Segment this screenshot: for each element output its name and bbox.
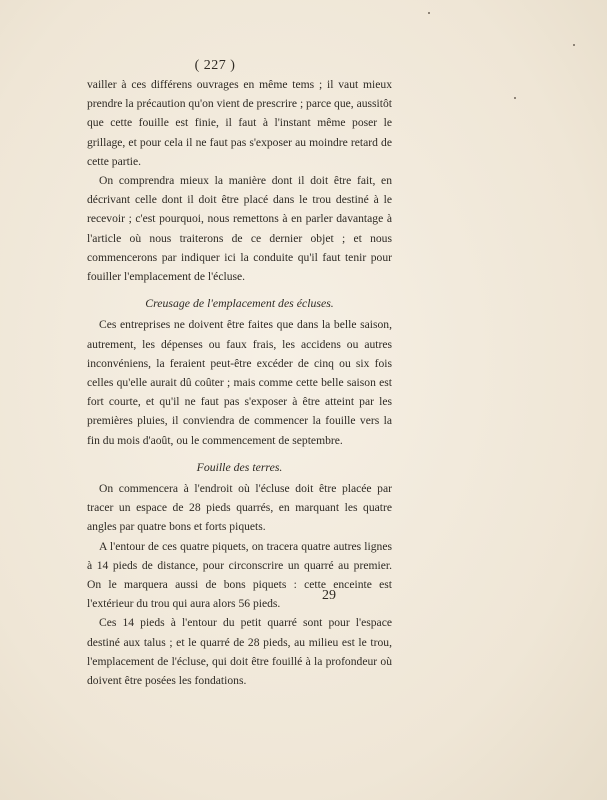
section-heading-creusage: Creusage de l'emplacement des écluses. — [145, 296, 334, 311]
signature-mark: 29 — [322, 588, 336, 603]
paper-speck — [428, 12, 430, 14]
paragraph: Ces entreprises ne doivent être faites que dans la belle saison, autrement, les dépenses ou faux frais, les accidens ou autres inconvéniens, la feraient peut-être excéder de cinq ou six fois celles qu'elle aurait dû coûter ; mais comme cette belle saison est fort courte, et qu'il ne faut pas s'exposer à être atteint par les premières pluies, il conviendra de commencer la fouille vers la fin du mois d'août, ou le commencement de septembre. — [87, 318, 392, 447]
text-block — [87, 75, 392, 690]
paragraph: Ces 14 pieds à l'entour du petit quarré sont pour l'espace destiné aux talus ; et le quarré de 28 pieds, au milieu est le trou, l'emplacement de l'écluse, qui doit être fouillé à la profondeur où doivent être posées les fondations. — [87, 616, 392, 688]
paper-speck — [573, 44, 575, 46]
paragraph: On comprendra mieux la manière dont il doit être fait, en décrivant celle dont il doit être placé dans le trou destiné à le recevoir ; c'est pourquoi, nous remettons à en parler davantage à l'article où nous traiterons de ce dernier objet ; et nous commencerons par indiquer ici la conduite qu'il faut tenir pour fouiller l'emplacement de l'écluse. — [87, 174, 392, 284]
page-number: ( 227 ) — [194, 58, 236, 73]
paper-speck — [514, 97, 516, 99]
paragraph-continuation: vailler à ces différens ouvrages en même tems ; il vaut mieux prendre la précaution qu'on vient de prescrire ; parce que, aussitôt que cette fouille est finie, il faut à l'instant même poser le grillage, et pour cela il ne faut pas s'exposer au moindre retard de cette partie. — [87, 78, 393, 168]
section-heading-fouille: Fouille des terres. — [196, 459, 283, 474]
paragraph: On commencera à l'endroit où l'écluse doit être placée par tracer un espace de 28 pieds quarrés, en marquant les quatre angles par quatre bons et forts piquets. — [87, 482, 392, 534]
paragraph: A l'entour de ces quatre piquets, on tracera quatre autres lignes à 14 pieds de distance, pour circonscrire un quarré au premier. On le marquera aussi de bons piquets : cette enceinte est l'extérieur du trou qui aura alors 56 pieds. — [87, 539, 392, 611]
